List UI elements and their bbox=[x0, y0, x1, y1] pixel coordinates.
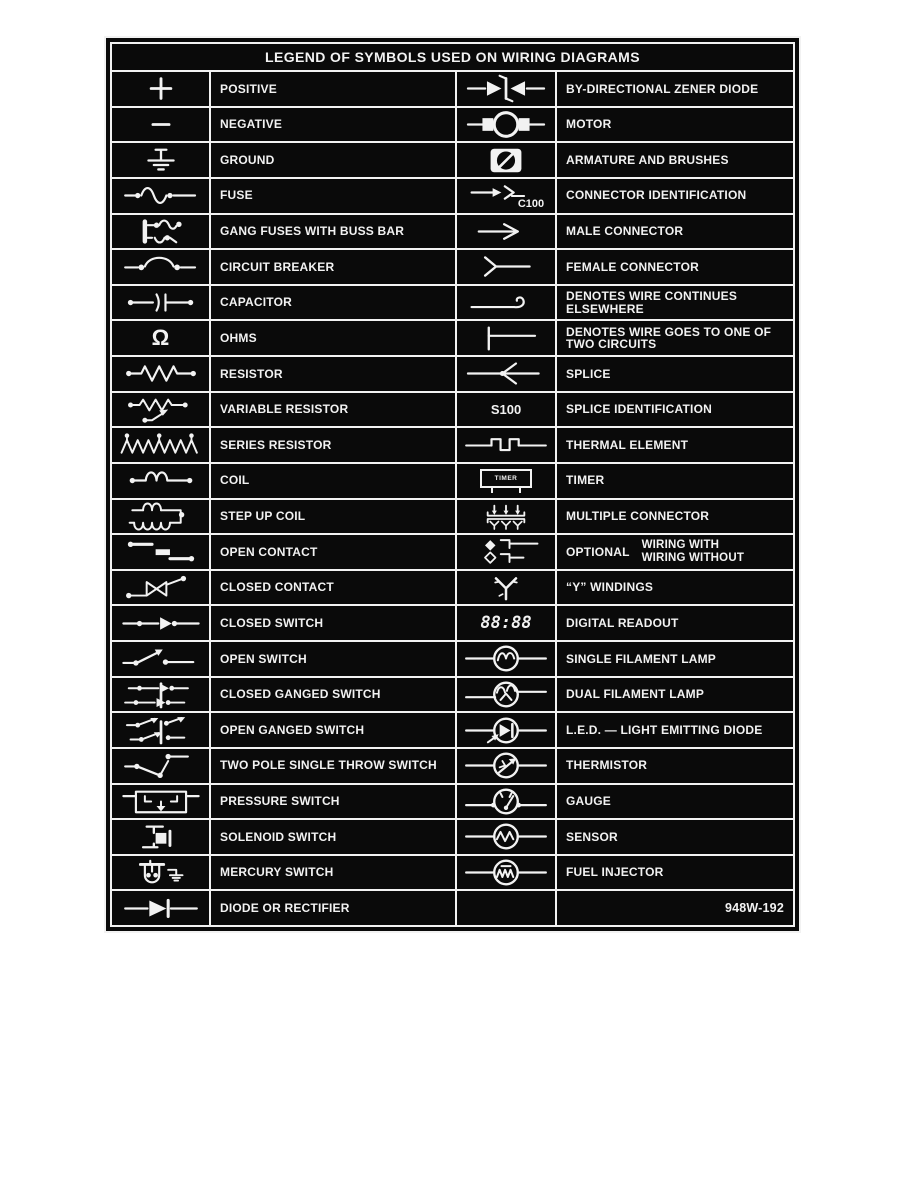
label: FUSE bbox=[220, 188, 253, 203]
table-row bbox=[112, 711, 793, 747]
closed-switch-icon bbox=[118, 609, 204, 638]
male-connector-icon bbox=[461, 217, 551, 246]
pressure-switch-icon bbox=[118, 787, 204, 816]
symbol-cell bbox=[112, 143, 209, 177]
label-cell bbox=[555, 785, 793, 819]
fuel-injector-icon bbox=[461, 858, 551, 887]
symbol-cell bbox=[112, 428, 209, 462]
label: VARIABLE RESISTOR bbox=[220, 402, 349, 417]
label-cell bbox=[209, 678, 455, 712]
optional-wiring-icon bbox=[464, 537, 548, 566]
label-cell bbox=[209, 428, 455, 462]
table-row bbox=[112, 533, 793, 569]
label: TIMER bbox=[566, 473, 605, 488]
label-cell bbox=[209, 179, 455, 213]
label-cell bbox=[209, 393, 455, 427]
mercury-switch-icon bbox=[118, 858, 204, 887]
label: GROUND bbox=[220, 152, 275, 167]
coil-icon bbox=[118, 466, 204, 495]
symbol-cell bbox=[112, 571, 209, 605]
label: OPEN CONTACT bbox=[220, 544, 318, 559]
symbol-cell bbox=[455, 250, 555, 284]
label: CLOSED GANGED SWITCH bbox=[220, 687, 381, 702]
solenoid-switch-icon bbox=[118, 822, 204, 851]
label: OPEN SWITCH bbox=[220, 651, 307, 666]
table-row bbox=[112, 889, 793, 925]
symbol-cell bbox=[455, 535, 555, 569]
label-cell bbox=[209, 856, 455, 890]
table-row bbox=[112, 213, 793, 249]
legend-table-inner bbox=[110, 42, 795, 927]
symbol-cell bbox=[455, 321, 555, 355]
label: CLOSED CONTACT bbox=[220, 580, 334, 595]
label-cell bbox=[209, 571, 455, 605]
label-cell bbox=[555, 321, 793, 355]
wiring-symbols-legend-table bbox=[104, 36, 801, 933]
symbol-cell bbox=[455, 143, 555, 177]
symbol-cell bbox=[455, 749, 555, 783]
fuse-icon bbox=[118, 181, 204, 210]
digital-readout-icon: 88:88 bbox=[480, 613, 532, 634]
label-cell bbox=[209, 891, 455, 925]
symbol-cell bbox=[455, 108, 555, 142]
zener-diode-icon bbox=[461, 74, 551, 103]
symbol-cell bbox=[455, 215, 555, 249]
table-row bbox=[112, 248, 793, 284]
step-up-coil-icon bbox=[118, 502, 204, 531]
symbol-cell bbox=[112, 820, 209, 854]
label-cell bbox=[555, 393, 793, 427]
label: STEP UP COIL bbox=[220, 509, 306, 524]
two-pole-single-throw-switch-icon bbox=[118, 751, 204, 780]
table-row bbox=[112, 391, 793, 427]
label-cell bbox=[209, 642, 455, 676]
table-row bbox=[112, 604, 793, 640]
table-row bbox=[112, 70, 793, 106]
label: BY-DIRECTIONAL ZENER DIODE bbox=[566, 81, 759, 96]
label-cell bbox=[209, 143, 455, 177]
symbol-cell bbox=[455, 179, 555, 213]
table-row bbox=[112, 106, 793, 142]
diode-icon bbox=[118, 894, 204, 923]
label-cell bbox=[555, 571, 793, 605]
table-row bbox=[112, 462, 793, 498]
label: CLOSED SWITCH bbox=[220, 615, 324, 630]
open-contact-icon bbox=[118, 537, 204, 566]
label: FUEL INJECTOR bbox=[566, 865, 664, 880]
symbol-cell bbox=[455, 642, 555, 676]
table-row bbox=[112, 854, 793, 890]
label: SINGLE FILAMENT LAMP bbox=[566, 651, 716, 666]
motor-icon bbox=[461, 110, 551, 139]
label: OHMS bbox=[220, 330, 257, 345]
sublabel: WIRING WITH bbox=[641, 539, 720, 552]
label: GAUGE bbox=[566, 794, 612, 809]
symbol-cell bbox=[455, 891, 555, 925]
symbol-cell bbox=[112, 606, 209, 640]
table-row bbox=[112, 640, 793, 676]
label: DENOTES WIRE GOES TO ONE OF TWO CIRCUITS bbox=[566, 324, 772, 352]
label-cell bbox=[555, 179, 793, 213]
label-cell bbox=[209, 72, 455, 106]
symbol-cell bbox=[455, 820, 555, 854]
label-cell bbox=[555, 749, 793, 783]
symbol-cell bbox=[455, 428, 555, 462]
label: TWO POLE SINGLE THROW SWITCH bbox=[220, 758, 437, 773]
label-cell bbox=[555, 642, 793, 676]
sublabels bbox=[642, 539, 744, 564]
label: DIODE OR RECTIFIER bbox=[220, 900, 350, 915]
label: SOLENOID SWITCH bbox=[220, 829, 337, 844]
negative-icon bbox=[118, 110, 204, 139]
table-row bbox=[112, 141, 793, 177]
label-cell bbox=[209, 500, 455, 534]
symbol-cell bbox=[455, 606, 555, 640]
wire-continues-icon bbox=[461, 288, 551, 317]
label: DUAL FILAMENT LAMP bbox=[566, 687, 705, 702]
label: POSITIVE bbox=[220, 81, 277, 96]
label: L.E.D. — LIGHT EMITTING DIODE bbox=[566, 722, 763, 737]
ohms-icon: Ω bbox=[151, 325, 170, 351]
splice-icon bbox=[461, 359, 551, 388]
capacitor-icon bbox=[118, 288, 204, 317]
label: MULTIPLE CONNECTOR bbox=[566, 509, 710, 524]
label-cell bbox=[209, 464, 455, 498]
symbol-cell bbox=[455, 357, 555, 391]
table-row bbox=[112, 177, 793, 213]
label: CAPACITOR bbox=[220, 295, 293, 310]
label-cell bbox=[209, 286, 455, 320]
legend-rows bbox=[112, 70, 793, 925]
symbol-cell bbox=[455, 678, 555, 712]
symbol-cell bbox=[455, 500, 555, 534]
label-cell bbox=[555, 606, 793, 640]
symbol-cell bbox=[112, 72, 209, 106]
splice-number-label: S100 bbox=[490, 401, 522, 417]
symbol-cell bbox=[112, 393, 209, 427]
label: DIGITAL READOUT bbox=[566, 615, 679, 630]
label-cell bbox=[209, 749, 455, 783]
symbol-cell bbox=[112, 785, 209, 819]
symbol-cell bbox=[112, 856, 209, 890]
label-cell bbox=[555, 286, 793, 320]
symbol-cell bbox=[455, 393, 555, 427]
led-icon bbox=[461, 716, 551, 745]
series-resistor-icon bbox=[118, 431, 204, 460]
female-connector-icon bbox=[461, 252, 551, 281]
label: MERCURY SWITCH bbox=[220, 865, 334, 880]
wire-one-of-two-icon bbox=[461, 324, 551, 353]
label-cell bbox=[209, 321, 455, 355]
symbol-cell bbox=[112, 535, 209, 569]
armature-icon bbox=[461, 146, 551, 175]
label-cell bbox=[555, 250, 793, 284]
gang-fuses-icon bbox=[118, 217, 204, 246]
label-cell bbox=[555, 72, 793, 106]
symbol-cell bbox=[112, 250, 209, 284]
symbol-cell bbox=[455, 856, 555, 890]
connector-number-label: C100 bbox=[517, 197, 545, 210]
label-cell bbox=[209, 108, 455, 142]
single-filament-lamp-icon bbox=[461, 644, 551, 673]
label-cell bbox=[555, 215, 793, 249]
symbol-cell bbox=[112, 179, 209, 213]
label: “Y” WINDINGS bbox=[566, 580, 654, 595]
label: OPTIONAL bbox=[566, 544, 630, 559]
label-cell bbox=[555, 464, 793, 498]
label: SERIES RESISTOR bbox=[220, 437, 332, 452]
thermal-element-icon bbox=[461, 431, 551, 460]
dual-filament-lamp-icon bbox=[461, 680, 551, 709]
label-cell bbox=[209, 785, 455, 819]
label: SPLICE IDENTIFICATION bbox=[566, 402, 712, 417]
positive-icon bbox=[118, 74, 204, 103]
table-title: LEGEND OF SYMBOLS USED ON WIRING DIAGRAMS bbox=[265, 49, 640, 65]
label: THERMAL ELEMENT bbox=[566, 437, 689, 452]
closed-ganged-switch-icon bbox=[118, 680, 204, 709]
label-cell bbox=[555, 856, 793, 890]
label-cell bbox=[209, 713, 455, 747]
symbol-cell bbox=[112, 891, 209, 925]
table-row bbox=[112, 426, 793, 462]
sensor-icon bbox=[461, 822, 551, 851]
label: OPEN GANGED SWITCH bbox=[220, 722, 365, 737]
label-cell bbox=[555, 108, 793, 142]
symbol-cell bbox=[112, 321, 209, 355]
label: GANG FUSES WITH BUSS BAR bbox=[220, 224, 405, 239]
label: SPLICE bbox=[566, 366, 611, 381]
table-row bbox=[112, 319, 793, 355]
label: NEGATIVE bbox=[220, 117, 283, 132]
figure-code: 948W-192 bbox=[724, 900, 784, 915]
label: PRESSURE SWITCH bbox=[220, 794, 340, 809]
symbol-cell bbox=[112, 642, 209, 676]
label-cell bbox=[555, 357, 793, 391]
symbol-cell bbox=[112, 215, 209, 249]
symbol-cell bbox=[112, 464, 209, 498]
label: FEMALE CONNECTOR bbox=[566, 259, 699, 274]
label-cell bbox=[209, 535, 455, 569]
sublabel: WIRING WITHOUT bbox=[641, 551, 745, 564]
thermistor-icon bbox=[461, 751, 551, 780]
symbol-cell bbox=[455, 286, 555, 320]
resistor-icon bbox=[118, 359, 204, 388]
label: CONNECTOR IDENTIFICATION bbox=[566, 188, 747, 203]
label-cell bbox=[209, 357, 455, 391]
symbol-cell bbox=[112, 678, 209, 712]
label-cell bbox=[555, 678, 793, 712]
label-cell bbox=[555, 535, 793, 569]
label-cell bbox=[209, 820, 455, 854]
label: RESISTOR bbox=[220, 366, 283, 381]
label-cell bbox=[209, 215, 455, 249]
symbol-cell bbox=[455, 571, 555, 605]
label: COIL bbox=[220, 473, 250, 488]
symbol-cell bbox=[112, 357, 209, 391]
label-cell bbox=[555, 713, 793, 747]
label: SENSOR bbox=[566, 829, 618, 844]
table-row bbox=[112, 355, 793, 391]
table-row bbox=[112, 569, 793, 605]
circuit-breaker-icon bbox=[118, 252, 204, 281]
table-row bbox=[112, 783, 793, 819]
y-windings-icon bbox=[466, 573, 546, 602]
label-cell bbox=[555, 428, 793, 462]
symbol-cell bbox=[112, 749, 209, 783]
gauge-icon bbox=[461, 787, 551, 816]
symbol-cell bbox=[455, 464, 555, 498]
label: CIRCUIT BREAKER bbox=[220, 259, 335, 274]
table-row bbox=[112, 818, 793, 854]
ground-icon bbox=[118, 146, 204, 175]
symbol-cell bbox=[112, 108, 209, 142]
table-row bbox=[112, 498, 793, 534]
symbol-cell bbox=[112, 286, 209, 320]
label-cell bbox=[209, 250, 455, 284]
label-cell bbox=[555, 500, 793, 534]
open-ganged-switch-icon bbox=[118, 716, 204, 745]
label-cell bbox=[555, 891, 793, 925]
multiple-connector-icon bbox=[466, 502, 546, 531]
table-row bbox=[112, 676, 793, 712]
open-switch-icon bbox=[118, 644, 204, 673]
label-cell bbox=[209, 606, 455, 640]
symbol-cell bbox=[112, 500, 209, 534]
table-row bbox=[112, 284, 793, 320]
variable-resistor-icon bbox=[118, 395, 204, 424]
symbol-cell bbox=[455, 713, 555, 747]
closed-contact-icon bbox=[118, 573, 204, 602]
label: THERMISTOR bbox=[566, 758, 648, 773]
symbol-cell bbox=[112, 713, 209, 747]
label-cell bbox=[555, 820, 793, 854]
label: MALE CONNECTOR bbox=[566, 224, 684, 239]
symbol-cell bbox=[455, 785, 555, 819]
label: DENOTES WIRE CONTINUES ELSEWHERE bbox=[566, 289, 738, 316]
label: MOTOR bbox=[566, 117, 612, 132]
table-row bbox=[112, 747, 793, 783]
label-cell bbox=[555, 143, 793, 177]
symbol-cell bbox=[455, 72, 555, 106]
timer-box-icon: TIMER bbox=[480, 469, 533, 488]
label: ARMATURE AND BRUSHES bbox=[566, 152, 729, 167]
